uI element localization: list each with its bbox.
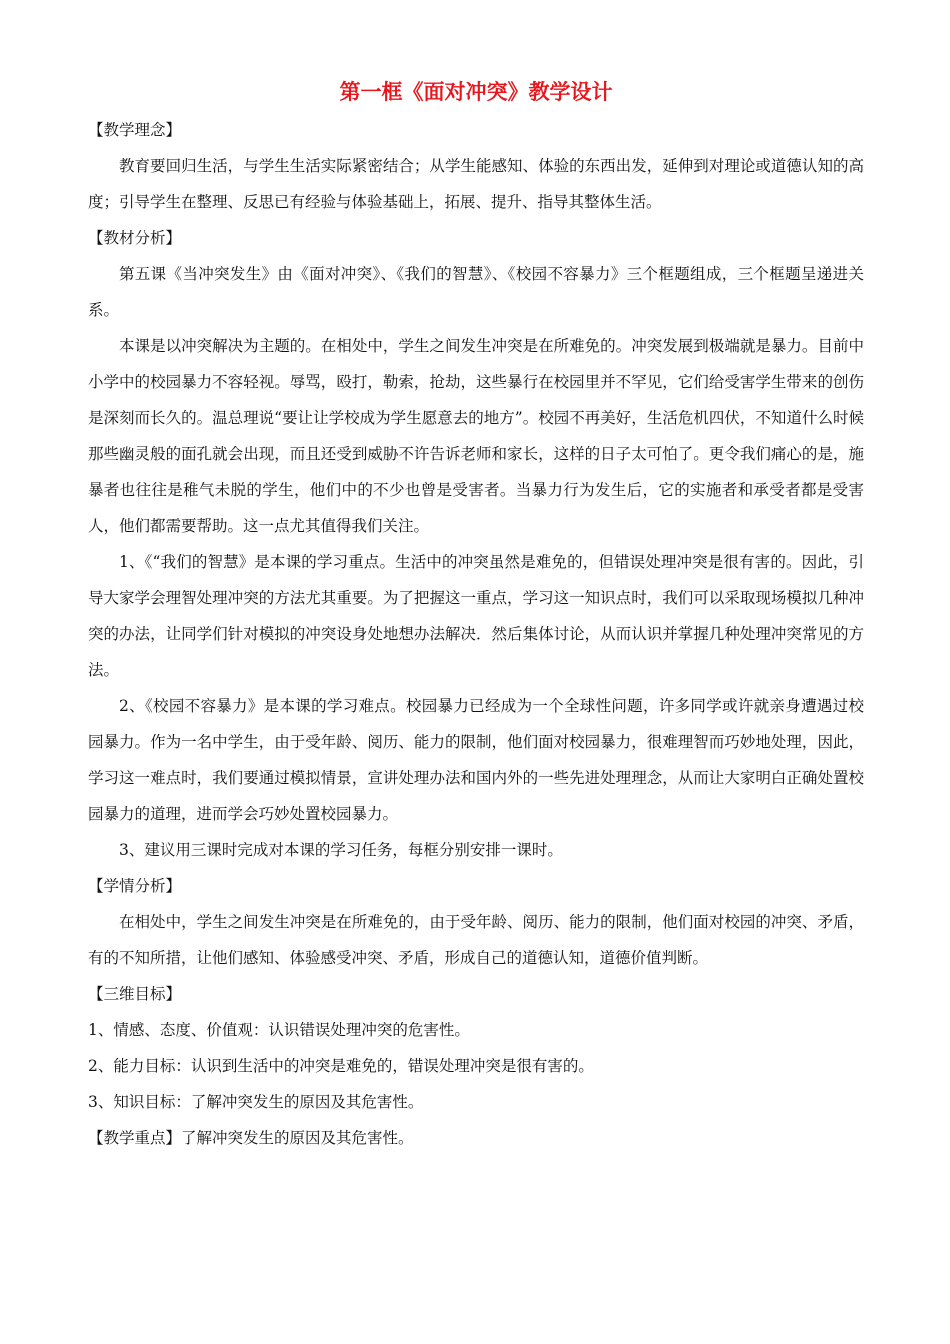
objective-item-knowledge: 3、知识目标：了解冲突发生的原因及其危害性。 [88,1093,424,1111]
material-paragraph-key-point: 1、《“我们的智慧》是本课的学习重点。生活中的冲突虽然是难免的，但错误处理冲突是很有害的。因此，引导大家学会理智处理冲突的方法尤其重要。为了把握这一重点，学习这一知识点时，我们可以采取现场模拟几种冲突的办法，让同学们针对模拟的冲突设身处地想办法解决．然后集体讨论，从而认识并掌握几种处理冲突常见的方法。 [88,553,864,679]
material-paragraph-schedule: 3、建议用三课时完成对本课的学习任务，每框分别安排一课时。 [119,841,563,859]
objective-item-emotion: 1、情感、态度、价值观：认识错误处理冲突的危害性。 [88,1021,470,1039]
section-heading-student-analysis: 【学情分析】 [88,877,182,895]
philosophy-paragraph: 教育要回归生活，与学生生活实际紧密结合；从学生能感知、体验的东西出发，延伸到对理论或道德认知的高度；引导学生在整理、反思已有经验与体验基础上，拓展、提升、指导其整体生活。 [88,157,864,211]
section-philosophy [88,112,864,220]
section-heading-philosophy: 【教学理念】 [88,121,182,139]
section-material-analysis [88,220,864,868]
section-objectives [88,976,864,1120]
material-paragraph-overview: 第五课《当冲突发生》由《面对冲突》、《我们的智慧》、《校园不容暴力》三个框题组成，三个框题呈递进关系。 [88,265,864,319]
document-title: 第一框《面对冲突》教学设计 [339,80,613,104]
section-heading-material-analysis: 【教材分析】 [88,229,182,247]
material-paragraph-difficulty: 2、《校园不容暴力》是本课的学习难点。校园暴力已经成为一个全球性问题，许多同学或许就亲身遭遇过校园暴力。作为一名中学生，由于受年龄、阅历、能力的限制，他们面对校园暴力，很难理智而巧妙地处理，因此，学习这一难点时，我们要通过模拟情景，宣讲处理办法和国内外的一些先进处理理念，从而让大家明白正确处置校园暴力的道理，进而学会巧妙处置校园暴力。 [88,697,864,823]
student-analysis-paragraph: 在相处中，学生之间发生冲突是在所难免的，由于受年龄、阅历、能力的限制，他们面对校园的冲突、矛盾，有的不知所措，让他们感知、体验感受冲突、矛盾，形成自己的道德认知，道德价值判断。 [88,913,864,967]
section-key-point [88,1120,864,1156]
section-heading-key-point: 【教学重点】 [88,1129,182,1147]
objective-item-ability: 2、能力目标：认识到生活中的冲突是难免的，错误处理冲突是很有害的。 [88,1057,594,1075]
section-heading-objectives: 【三维目标】 [88,985,182,1003]
section-student-analysis [88,868,864,976]
key-point-text: 了解冲突发生的原因及其危害性。 [181,1129,414,1147]
material-paragraph-theme: 本课是以冲突解决为主题的。在相处中，学生之间发生冲突是在所难免的。冲突发展到极端就是暴力。目前中小学中的校园暴力不容轻视。辱骂，殴打，勒索，抢劫，这些暴行在校园里并不罕见，它们给受害学生带来的创伤是深刻而长久的。温总理说“要让让学校成为学生愿意去的地方”。校园不再美好，生活危机四伏，不知道什么时候那些幽灵般的面孔就会出现，而且还受到威胁不许告诉老师和家长，这样的日子太可怕了。更令我们痛心的是，施暴者也往往是稚气未脱的学生，他们中的不少也曾是受害者。当暴力行为发生后，它的实施者和承受者都是受害人，他们都需要帮助。这一点尤其值得我们关注。 [88,337,864,535]
